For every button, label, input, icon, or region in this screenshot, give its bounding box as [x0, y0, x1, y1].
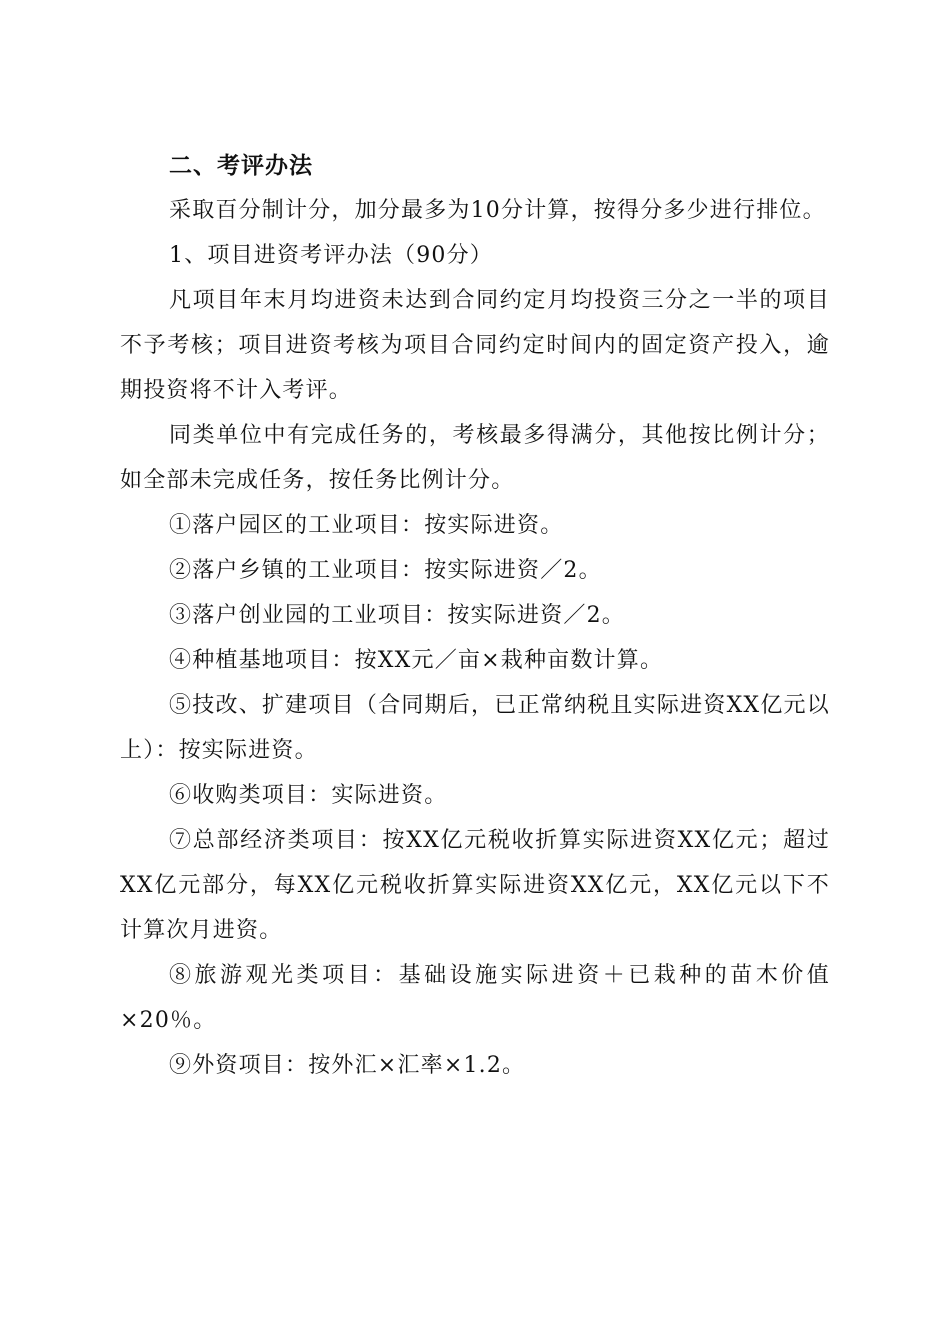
list-item-5: ⑤技改、扩建项目（合同期后，已正常纳税且实际进资XX亿元以上）：按实际进资。 [120, 693, 830, 763]
section-heading: 二、考评办法 [169, 153, 313, 179]
paragraph-scoring-method: 采取百分制计分，加分最多为10分计算，按得分多少进行排位。 [169, 198, 826, 223]
paragraph-exclusion-rule: 凡项目年末月均进资未达到合同约定月均投资三分之一半的项目不予考核；项目进资考核为项目合同约定时间内的固定资产投入，逾期投资将不计入考评。 [120, 288, 830, 403]
list-item-4: ④种植基地项目：按XX元／亩×栽种亩数计算。 [169, 648, 664, 673]
list-item-6: ⑥收购类项目：实际进资。 [169, 783, 448, 808]
list-item-3: ③落户创业园的工业项目：按实际进资／2。 [169, 603, 625, 628]
list-item-8: ⑧旅游观光类项目：基础设施实际进资＋已栽种的苗木价值×20％。 [120, 963, 830, 1033]
list-item-2: ②落户乡镇的工业项目：按实际进资／2。 [169, 558, 602, 583]
document-page [120, 144, 830, 1088]
list-item-7: ⑦总部经济类项目：按XX亿元税收折算实际进资XX亿元；超过XX亿元部分，每XX亿元税收折算实际进资XX亿元，XX亿元以下不计算次月进资。 [120, 828, 830, 943]
list-item-9: ⑨外资项目：按外汇×汇率×1.2。 [169, 1053, 526, 1078]
list-item-1: ①落户园区的工业项目：按实际进资。 [169, 513, 564, 538]
paragraph-subheading-investment: 1、项目进资考评办法（90分） [169, 243, 493, 268]
paragraph-proportional-scoring: 同类单位中有完成任务的，考核最多得满分，其他按比例计分；如全部未完成任务，按任务比例计分。 [120, 423, 830, 493]
